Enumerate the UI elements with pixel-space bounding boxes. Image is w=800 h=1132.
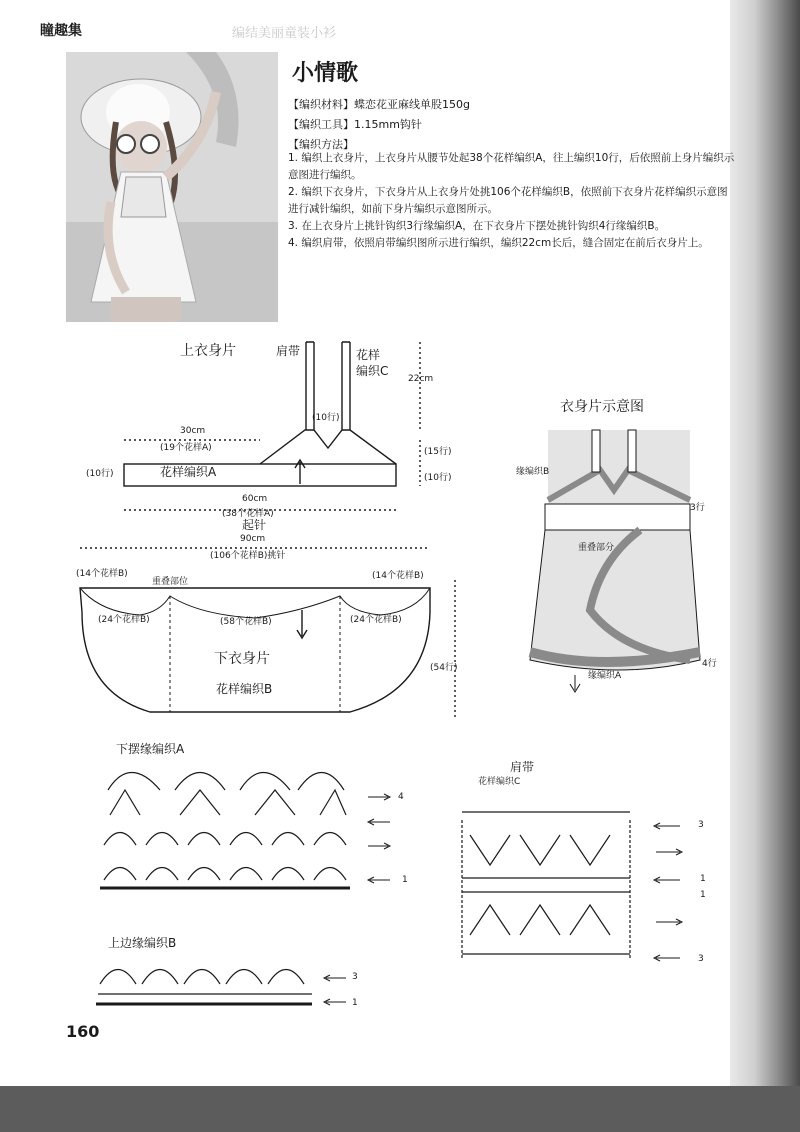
motifs-14b-left: (14个花样B) [76,569,128,579]
motifs-24b-left: (24个花样B) [98,615,150,625]
pattern-c-label-2: 编织C [356,364,389,378]
width-30cm: 30cm [180,426,206,436]
top-edge-title: 上边缘编织B [108,936,177,950]
edge-a-label: 缘编织A [588,671,622,681]
motifs-19a: (19个花样A) [160,443,212,453]
motifs-24b-right: (24个花样B) [350,615,402,625]
upper-body-title: 上衣身片 [180,343,236,359]
strap-row-1b: 1 [700,890,706,900]
motifs-106b: (106个花样B)挑针 [210,551,286,561]
pattern-c-label: 花样 [356,348,381,362]
hem-row-1: 1 [402,875,408,885]
rows-54: (54行) [430,663,458,673]
materials-line: 【编织材料】蝶恋花亚麻线单股150g [288,98,470,111]
header-brand: 瞳趣集 [40,23,82,39]
motifs-58b: (58个花样B) [220,617,272,627]
pattern-title: 小情歌 [292,61,359,86]
upper-body-neck-shape [260,430,396,464]
schematic-title: 衣身片示意图 [560,399,644,415]
rows-3-label: 3行 [690,503,705,513]
top-edge-row-1: 1 [352,998,358,1008]
cast-on-label: 起针 [242,518,267,532]
step-3: 3. 在上衣身片上挑针钩织3行缘编织A，在下衣身片下摆处挑针钩织4行缘编织B。 [288,220,666,232]
strap-chart-subtitle: 花样编织C [478,777,521,787]
strap-chart [462,812,630,960]
strap-row-3a: 3 [698,820,704,830]
rows-15: (15行) [424,447,452,457]
top-edge-row-3: 3 [352,972,358,982]
strap-label: 肩带 [276,344,301,358]
step-4: 4. 编织肩带，依照肩带编织图所示进行编织，编织22cm长后，缝合固定在前后衣身片上。 [288,237,709,249]
width-60cm: 60cm [242,494,268,504]
rows-10-top: (10行) [312,413,340,423]
step-1: 1. 编织上衣身片，上衣身片从腰节处起38个花样编织A，往上编织10行，后依照前上身片编织示意图进行编织。 [288,152,735,181]
edge-b-label: 缘编织B [516,467,550,477]
hem-edging-title: 下摆缘编织A [116,742,185,756]
schematic-diagram [530,430,700,692]
overlap-label: 重叠部分 [578,543,615,553]
strap-row-3b: 3 [698,954,704,964]
pattern-a-label: 花样编织A [160,465,217,479]
method-heading: 【编织方法】 [288,138,354,151]
rows-10-left: (10行) [86,469,114,479]
tools-line: 【编织工具】1.15mm钩针 [288,118,422,131]
overlap-part-label: 重叠部位 [152,577,189,587]
rows-10-right: (10行) [424,473,452,483]
strap-row-1a: 1 [700,874,706,884]
step-2: 2. 编织下衣身片，下衣身片从上衣身片处挑106个花样编织B，依照前下衣身片花样编织示意图进行减针编织，如前下身片编织示意图所示。 [288,186,728,215]
hem-row-4: 4 [398,792,404,802]
length-22cm: 22cm [408,374,434,384]
motifs-14b-right: (14个花样B) [372,571,424,581]
page-number: 160 [66,1022,100,1041]
chart-row-arrows [324,794,682,1005]
lower-body-title: 下衣身片 [214,651,270,667]
motifs-38a: (38个花样A) [222,509,274,519]
width-90cm: 90cm [240,534,266,544]
rows-4-label: 4行 [702,659,717,669]
strap-right-outline [342,342,350,430]
header-faint: 编结美丽童装小衫 [232,26,337,41]
strap-chart-title: 肩带 [510,760,535,774]
lower-arrow [297,610,307,638]
top-edge-chart [96,970,312,1005]
hem-edging-chart [100,773,350,889]
pattern-b-label: 花样编织B [216,682,273,696]
